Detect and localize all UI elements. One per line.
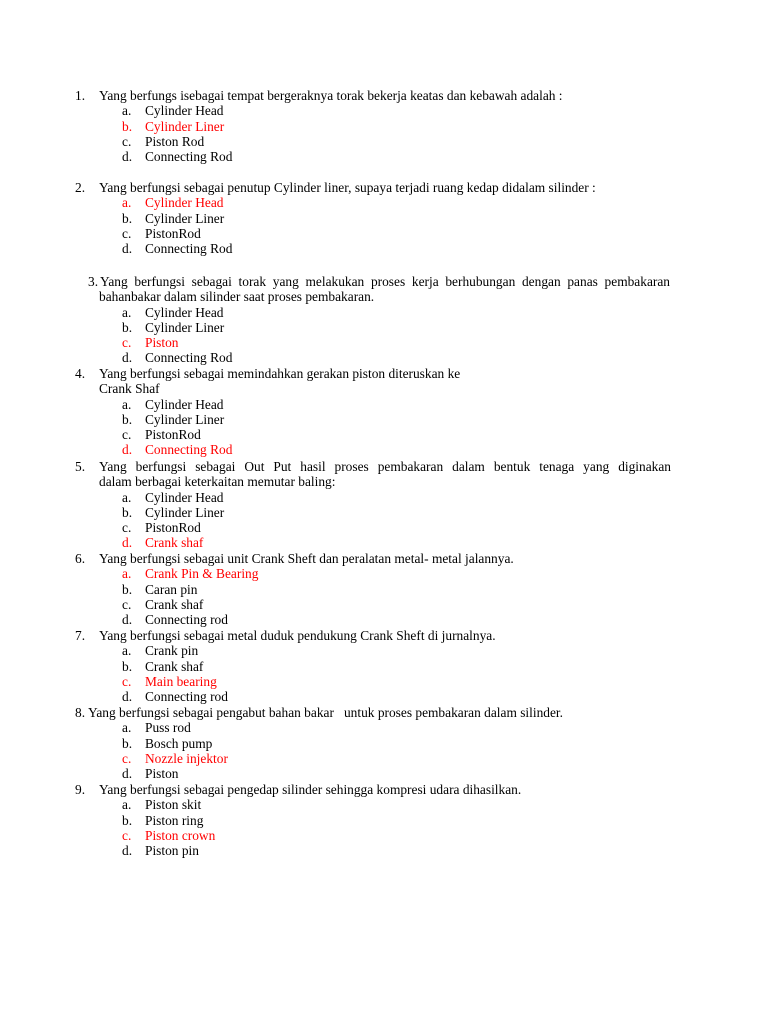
- option-a: [0, 720, 768, 735]
- option-b: [0, 211, 768, 226]
- question-8: [0, 705, 768, 781]
- option-text: Cylinder Head: [145, 195, 224, 211]
- option-text: Cylinder Liner: [145, 319, 225, 335]
- option-a: [0, 103, 768, 118]
- option-letter: d.: [122, 350, 133, 366]
- question-text-continued: bahanbakar dalam silinder saat proses pembakaran.: [99, 289, 375, 305]
- option-text: PistonRod: [145, 520, 201, 536]
- option-letter: c.: [122, 827, 132, 843]
- option-text: Cylinder Head: [145, 396, 224, 412]
- option-text: Connecting Rod: [145, 442, 233, 458]
- option-text: PistonRod: [145, 427, 201, 443]
- option-text: Connecting Rod: [145, 149, 233, 165]
- option-text: Connecting rod: [145, 612, 228, 628]
- question-line: [0, 628, 768, 643]
- option-c: [0, 597, 768, 612]
- answer-options: [0, 490, 768, 551]
- option-b: [0, 412, 768, 427]
- option-d: [0, 843, 768, 858]
- option-text: Connecting Rod: [145, 241, 233, 257]
- option-text: Piston: [145, 766, 179, 782]
- option-letter: a.: [122, 720, 132, 736]
- option-letter: b.: [122, 735, 133, 751]
- question-line: [0, 459, 768, 474]
- option-letter: c.: [122, 225, 132, 241]
- option-text: Crank pin: [145, 643, 199, 659]
- question-2: [0, 180, 768, 256]
- question-number: 4.: [75, 366, 86, 381]
- question-text: Yang berfungsi sebagai Out Put hasil proses pembakaran dalam bentuk tenaga yang diginakan: [99, 459, 671, 474]
- option-b: [0, 505, 768, 520]
- question-text: Yang berfungsi sebagai unit Crank Sheft dan peralatan metal- metal jalannya.: [99, 551, 514, 566]
- option-letter: b.: [122, 411, 133, 427]
- answer-options: [0, 103, 768, 164]
- question-text-continued: dalam berbagai keterkaitan memutar baling:: [99, 474, 336, 490]
- question-line: [0, 274, 768, 289]
- answer-options: [0, 305, 768, 366]
- question-line: [0, 289, 768, 304]
- question-text: Yang berfungsi sebagai metal duduk pendukung Crank Sheft di jurnalnya.: [99, 628, 496, 643]
- question-text: Yang berfungsi sebagai pengabut bahan bakar untuk proses pembakaran dalam silinder.: [88, 705, 563, 720]
- question-number: 2.: [75, 180, 86, 195]
- option-text: Bosch pump: [145, 735, 213, 751]
- option-letter: c.: [122, 596, 132, 612]
- option-letter: d.: [122, 149, 133, 165]
- option-letter: d.: [122, 689, 133, 705]
- question-line: [0, 381, 768, 396]
- question-text: Yang berfungsi sebagai pengedap silinder sehingga kompresi udara dihasilkan.: [99, 782, 522, 797]
- option-text: Puss rod: [145, 720, 191, 736]
- option-b: [0, 813, 768, 828]
- option-letter: a.: [122, 643, 132, 659]
- option-c: [0, 520, 768, 535]
- option-c-correct: [0, 828, 768, 843]
- option-text: Cylinder Liner: [145, 504, 225, 520]
- option-text: Piston skit: [145, 797, 202, 813]
- option-c-correct: [0, 335, 768, 350]
- question-line: [0, 88, 768, 103]
- option-text: Piston ring: [145, 812, 204, 828]
- question-number: 3.: [88, 274, 99, 289]
- option-letter: c.: [122, 673, 132, 689]
- option-text: Caran pin: [145, 581, 198, 597]
- answer-options: [0, 720, 768, 781]
- question-number: 1.: [75, 88, 86, 103]
- question-number: 5.: [75, 459, 86, 474]
- option-letter: c.: [122, 133, 132, 149]
- option-text: Piston crown: [145, 827, 216, 843]
- question-number: 8.: [75, 705, 86, 720]
- option-a-correct: [0, 566, 768, 581]
- option-b: [0, 659, 768, 674]
- option-d-correct: [0, 442, 768, 457]
- answer-options: [0, 397, 768, 458]
- question-number: 6.: [75, 551, 86, 566]
- answer-options: [0, 797, 768, 858]
- question-text: Yang berfungsi sebagai memindahkan gerakan piston diteruskan ke: [99, 366, 461, 381]
- option-letter: b.: [122, 504, 133, 520]
- option-a: [0, 643, 768, 658]
- question-number: 7.: [75, 628, 86, 643]
- option-a: [0, 490, 768, 505]
- option-text: Connecting Rod: [145, 350, 233, 366]
- answer-options: [0, 566, 768, 627]
- question-text: Yang berfungsi sebagai penutup Cylinder liner, supaya terjadi ruang kedap didalam silinder :: [99, 180, 596, 195]
- option-text: Cylinder Liner: [145, 118, 225, 134]
- option-letter: c.: [122, 750, 132, 766]
- option-letter: b.: [122, 210, 133, 226]
- option-c: [0, 226, 768, 241]
- option-d: [0, 612, 768, 627]
- option-b: [0, 736, 768, 751]
- question-line: [0, 782, 768, 797]
- option-b: [0, 582, 768, 597]
- option-text: Crank Pin & Bearing: [145, 566, 259, 582]
- option-d: [0, 241, 768, 256]
- option-d: [0, 149, 768, 164]
- option-letter: b.: [122, 581, 133, 597]
- option-letter: a.: [122, 566, 132, 582]
- question-line: [0, 180, 768, 195]
- question-line: [0, 551, 768, 566]
- option-letter: b.: [122, 658, 133, 674]
- option-c: [0, 134, 768, 149]
- option-letter: b.: [122, 319, 133, 335]
- option-letter: d.: [122, 535, 133, 551]
- option-a-correct: [0, 195, 768, 210]
- option-letter: a.: [122, 195, 132, 211]
- question-9: [0, 782, 768, 858]
- option-text: Cylinder Liner: [145, 210, 225, 226]
- option-c-correct: [0, 751, 768, 766]
- option-letter: c.: [122, 335, 132, 351]
- question-1: [0, 88, 768, 164]
- option-text: Piston: [145, 335, 179, 351]
- option-letter: d.: [122, 843, 133, 859]
- option-letter: a.: [122, 304, 132, 320]
- option-letter: b.: [122, 812, 133, 828]
- option-a: [0, 305, 768, 320]
- option-letter: d.: [122, 442, 133, 458]
- option-text: Cylinder Head: [145, 103, 224, 119]
- option-letter: d.: [122, 612, 133, 628]
- question-3: [0, 274, 768, 366]
- option-text: Cylinder Liner: [145, 411, 225, 427]
- question-line: [0, 366, 768, 381]
- option-a: [0, 797, 768, 812]
- option-text: Piston pin: [145, 843, 199, 859]
- option-letter: a.: [122, 489, 132, 505]
- question-number: 9.: [75, 782, 86, 797]
- answer-options: [0, 643, 768, 704]
- option-letter: a.: [122, 396, 132, 412]
- option-letter: a.: [122, 103, 132, 119]
- option-letter: d.: [122, 766, 133, 782]
- question-4: [0, 366, 768, 458]
- option-letter: c.: [122, 427, 132, 443]
- option-text: Connecting rod: [145, 689, 228, 705]
- option-c-correct: [0, 674, 768, 689]
- option-b: [0, 320, 768, 335]
- option-text: PistonRod: [145, 225, 201, 241]
- question-7: [0, 628, 768, 704]
- question-line: [0, 474, 768, 489]
- option-a: [0, 397, 768, 412]
- option-d: [0, 350, 768, 365]
- option-letter: d.: [122, 241, 133, 257]
- option-text: Crank shaf: [145, 596, 204, 612]
- question-text: Yang berfungs isebagai tempat bergeraknya torak bekerja keatas dan kebawah adalah :: [99, 88, 563, 103]
- question-5: [0, 459, 768, 551]
- option-letter: b.: [122, 118, 133, 134]
- question-text-continued: Crank Shaf: [99, 381, 160, 397]
- option-letter: a.: [122, 797, 132, 813]
- option-d-correct: [0, 535, 768, 550]
- option-text: Cylinder Head: [145, 489, 224, 505]
- question-line: [0, 705, 768, 720]
- answer-options: [0, 195, 768, 256]
- option-letter: c.: [122, 520, 132, 536]
- option-b-correct: [0, 119, 768, 134]
- option-text: Crank shaf: [145, 658, 204, 674]
- option-text: Nozzle injektor: [145, 750, 228, 766]
- option-d: [0, 689, 768, 704]
- option-text: Piston Rod: [145, 133, 205, 149]
- option-text: Cylinder Head: [145, 304, 224, 320]
- question-6: [0, 551, 768, 627]
- option-text: Main bearing: [145, 673, 217, 689]
- option-c: [0, 427, 768, 442]
- option-d: [0, 766, 768, 781]
- question-text: Yang berfungsi sebagai torak yang melakukan proses kerja berhubungan dengan panas pembakaran: [100, 274, 670, 289]
- option-text: Crank shaf: [145, 535, 204, 551]
